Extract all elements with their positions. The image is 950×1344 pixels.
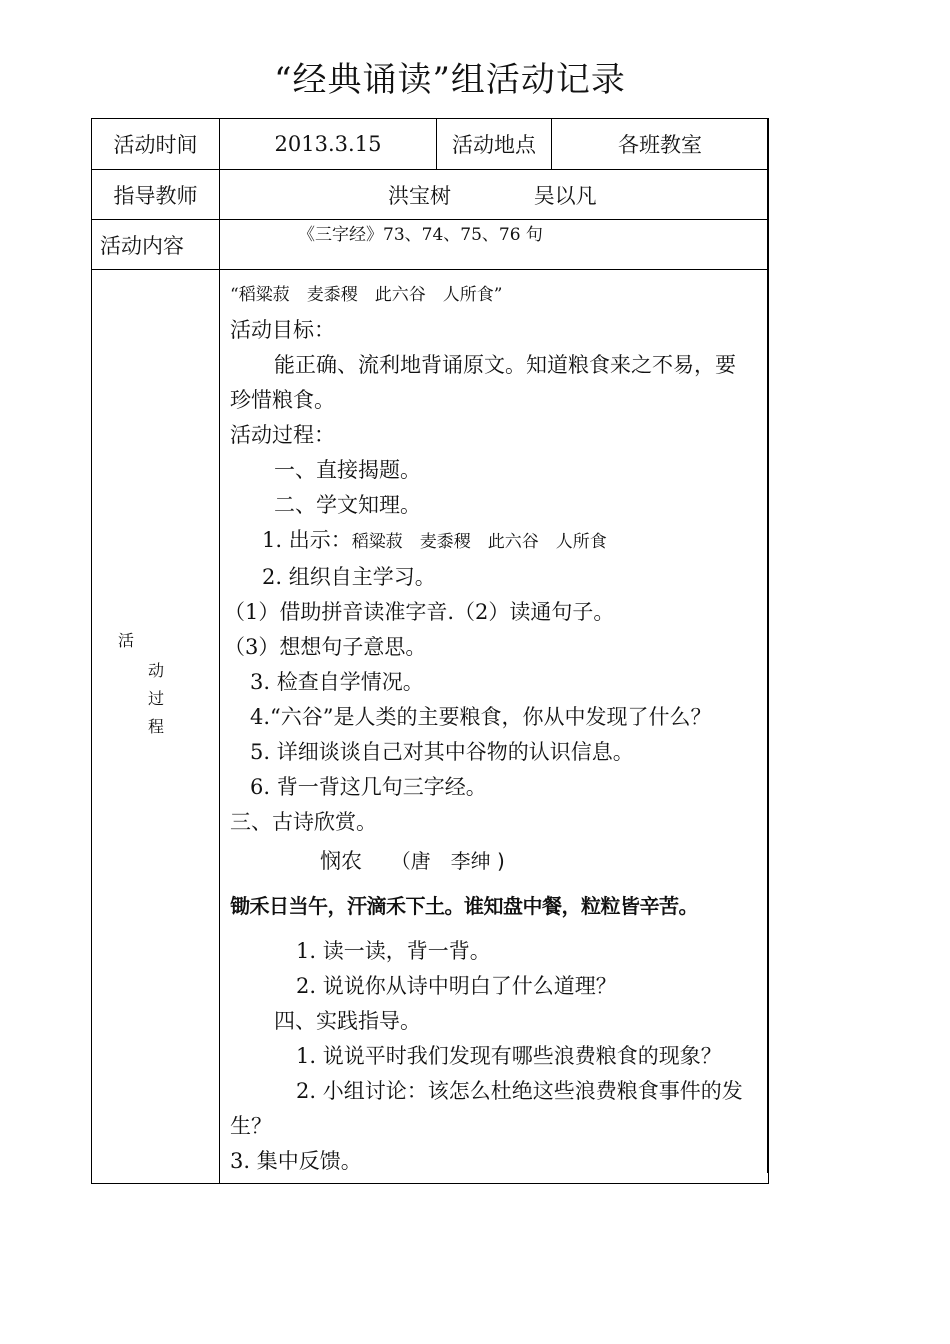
content-label: 活动内容 <box>92 220 220 270</box>
teacher-label: 指导教师 <box>92 170 220 220</box>
content-text: 《三字经》73、74、75、76 句 <box>298 225 543 245</box>
process-label-char-3: 过 <box>148 689 165 708</box>
row-process <box>92 270 769 1184</box>
place-value: 各班教室 <box>552 119 769 170</box>
step-1: 一、直接揭题。 <box>274 458 421 482</box>
show-label: 1. 出示： <box>262 528 352 552</box>
goal-text-2: 珍惜粮食。 <box>230 388 335 412</box>
practice-2-cont: 生？ <box>230 1114 272 1138</box>
poem-heading: 三、古诗欣赏。 <box>230 810 377 834</box>
poem-task-2: 2. 说说你从诗中明白了什么道理？ <box>296 974 617 998</box>
check-study: 3. 检查自学情况。 <box>250 670 424 694</box>
process-label-char-2: 动 <box>148 661 165 680</box>
show-line <box>230 523 760 560</box>
practice-2: 2. 小组讨论：该怎么杜绝这些浪费粮食事件的发 <box>296 1079 743 1103</box>
sub-step-3: （3）想想句子意思。 <box>224 635 427 659</box>
recite-line: 6. 背一背这几句三字经。 <box>250 775 487 799</box>
goal-text-1: 能正确、流利地背诵原文。知道粮食来之不易，要 <box>274 353 736 377</box>
self-study: 2. 组织自主学习。 <box>262 565 436 589</box>
poem-text: 锄禾日当午，汗滴禾下土。谁知盘中餐，粒粒皆辛苦。 <box>230 894 698 918</box>
row-content <box>92 220 769 270</box>
process-label-char-1: 活 <box>118 631 135 650</box>
row-time-place <box>92 119 769 170</box>
practice-3: 3. 集中反馈。 <box>230 1149 362 1173</box>
poem-title-line <box>230 844 760 879</box>
teacher-2: 吴以凡 <box>533 183 597 208</box>
poem-task-1: 1. 读一读，背一背。 <box>296 939 491 963</box>
time-value: 2013.3.15 <box>220 119 437 170</box>
teacher-1: 洪宝树 <box>388 183 451 208</box>
six-grains-question: 4.“六谷”是人类的主要粮食，你从中发现了什么？ <box>250 705 712 729</box>
right-border-double <box>767 118 768 1173</box>
process-label-cell <box>92 270 220 1184</box>
place-label: 活动地点 <box>437 119 552 170</box>
page-title: “经典诵读”组活动记录 <box>274 60 626 100</box>
content-value <box>220 220 769 270</box>
process-content <box>220 270 769 1184</box>
row-teacher <box>92 170 769 220</box>
poem-author: （唐 李绅 ) <box>390 849 505 873</box>
activity-record-table <box>91 118 769 1184</box>
step-2: 二、学文知理。 <box>274 493 421 517</box>
process-label <box>92 270 219 1173</box>
process-label-char-4: 程 <box>148 717 165 736</box>
process-heading: 活动过程： <box>230 423 335 447</box>
time-label: 活动时间 <box>92 119 220 170</box>
poem-title: 悯农 <box>320 849 362 873</box>
goal-heading: 活动目标： <box>230 318 335 342</box>
verse-quote: “稻粱菽 麦黍稷 此六谷 人所食” <box>230 285 503 305</box>
practice-1: 1. 说说平时我们发现有哪些浪费粮食的现象？ <box>296 1044 722 1068</box>
grain-discussion: 5. 详细谈谈自己对其中谷物的认识信息。 <box>250 740 634 764</box>
teacher-value <box>220 170 769 220</box>
sub-step-1-2: （1）借助拼音读准字音.（2）读通句子。 <box>224 600 615 624</box>
practice-heading: 四、实践指导。 <box>274 1009 421 1033</box>
show-text: 稻粱菽 麦黍稷 此六谷 人所食 <box>351 532 607 552</box>
